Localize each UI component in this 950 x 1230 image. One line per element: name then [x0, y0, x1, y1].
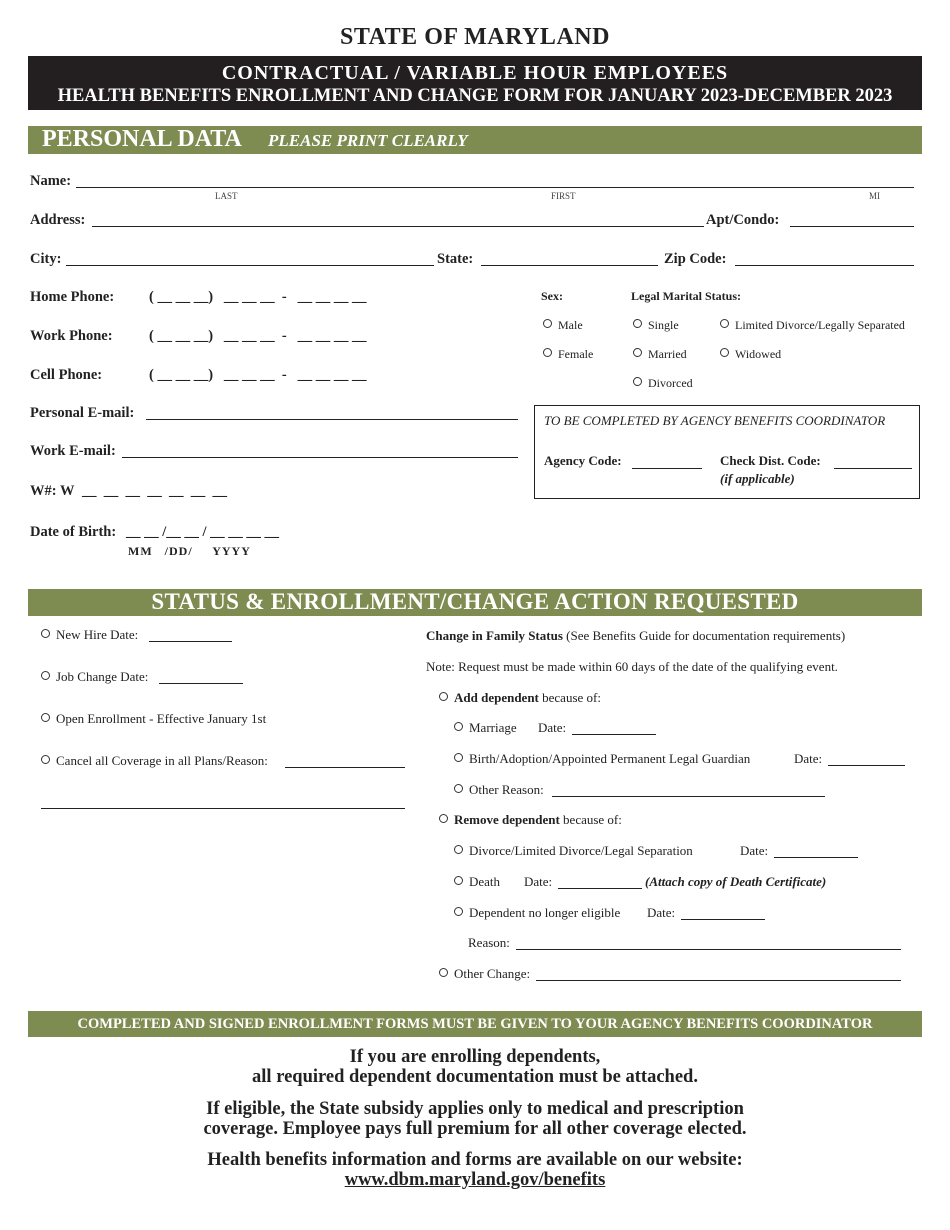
work-phone-field[interactable]: ( __ __ __) __ __ __ - __ __ __ __ — [149, 328, 367, 344]
submission-notice: COMPLETED AND SIGNED ENROLLMENT FORMS MUST BE GIVEN TO YOUR AGENCY BENEFITS COORDINATOR — [28, 1011, 922, 1037]
ineligible-reason-label: Reason: — [468, 935, 510, 950]
death-certificate-note: (Attach copy of Death Certificate) — [645, 874, 827, 889]
radio-icon — [543, 348, 552, 357]
no-longer-eligible-option[interactable]: Dependent no longer eligible — [454, 905, 620, 921]
dependents-notice — [0, 1047, 950, 1087]
sex-option-female[interactable]: Female — [543, 347, 593, 362]
radio-icon — [41, 671, 50, 680]
remove-dependent-option[interactable]: Remove dependent because of: — [439, 812, 622, 828]
coordinator-title: TO BE COMPLETED BY AGENCY BENEFITS COORDINATOR — [544, 413, 886, 428]
death-date-field[interactable] — [558, 888, 642, 889]
zip-field[interactable] — [735, 265, 914, 266]
city-field[interactable] — [66, 265, 434, 266]
job-change-date-field[interactable] — [159, 683, 243, 684]
name-sub-mi: MI — [869, 191, 880, 201]
website-notice-line1: Health benefits information and forms are available on our website: — [207, 1150, 743, 1170]
radio-icon — [454, 876, 463, 885]
work-email-label: Work E-mail: — [30, 443, 116, 459]
eligible-date-field[interactable] — [681, 919, 765, 920]
dob-label: Date of Birth: — [30, 524, 117, 540]
radio-icon — [454, 722, 463, 731]
personal-email-field[interactable] — [146, 419, 518, 420]
w-number-field[interactable]: __ __ __ __ __ __ __ — [82, 483, 227, 499]
job-change-option[interactable]: Job Change Date: — [41, 669, 148, 685]
name-field[interactable] — [76, 187, 914, 188]
personal-data-title: PERSONAL DATA — [42, 126, 242, 152]
birth-adoption-option[interactable]: Birth/Adoption/Appointed Permanent Legal Guardian — [454, 751, 750, 767]
add-dependent-option[interactable]: Add dependent because of: — [439, 690, 601, 706]
state-label: State: — [437, 251, 474, 267]
address-field[interactable] — [92, 226, 704, 227]
form-title-line1: CONTRACTUAL / VARIABLE HOUR EMPLOYEES — [221, 62, 729, 84]
dependents-notice-line1: If you are enrolling dependents, — [349, 1047, 601, 1067]
agency-code-label: Agency Code: — [544, 453, 622, 468]
cancel-reason-field[interactable] — [285, 767, 405, 768]
form-title-line2: HEALTH BENEFITS ENROLLMENT AND CHANGE FORM FOR JANUARY 2023-DECEMBER 2023 — [57, 86, 893, 106]
other-change-option[interactable]: Other Change: — [439, 966, 530, 982]
name-sub-last: LAST — [215, 191, 238, 201]
marital-option-married[interactable]: Married — [633, 347, 687, 362]
name-sub-first: FIRST — [551, 191, 576, 201]
website-notice — [0, 1150, 950, 1190]
dob-field[interactable]: __ __ /__ __ / __ __ __ __ — [126, 524, 280, 540]
marital-label: Legal Marital Status: — [631, 289, 741, 303]
zip-label: Zip Code: — [664, 251, 727, 267]
radio-icon — [439, 814, 448, 823]
marital-option-divorced[interactable]: Divorced — [633, 376, 693, 391]
marriage-date-label: Date: — [538, 720, 567, 735]
birth-adoption-date-field[interactable] — [828, 765, 905, 766]
home-phone-field[interactable]: ( __ __ __) __ __ __ - __ __ __ __ — [149, 289, 367, 305]
work-phone-label: Work Phone: — [30, 328, 113, 344]
radio-icon — [439, 968, 448, 977]
qualifying-event-note: Note: Request must be made within 60 days of the date of the qualifying event. — [426, 659, 838, 674]
address-label: Address: — [30, 212, 86, 228]
status-section-header: STATUS & ENROLLMENT/CHANGE ACTION REQUESTED — [28, 589, 922, 616]
agency-code-field[interactable] — [632, 468, 702, 469]
radio-icon — [543, 319, 552, 328]
check-dist-label: Check Dist. Code: — [720, 453, 821, 468]
radio-icon — [633, 348, 642, 357]
marital-option-widowed[interactable]: Widowed — [720, 347, 781, 362]
ineligible-reason-field[interactable] — [516, 949, 901, 950]
marital-option-single[interactable]: Single — [633, 318, 679, 333]
work-email-field[interactable] — [122, 457, 518, 458]
sex-label: Sex: — [541, 289, 563, 303]
name-label: Name: — [30, 173, 72, 189]
personal-data-header — [28, 126, 922, 154]
radio-icon — [720, 319, 729, 328]
city-label: City: — [30, 251, 62, 267]
dob-format: MM /DD/ YYYY — [128, 544, 251, 558]
cell-phone-label: Cell Phone: — [30, 367, 103, 383]
family-status-heading: Change in Family Status (See Benefits Guide for documentation requirements) — [426, 628, 846, 643]
radio-icon — [439, 692, 448, 701]
radio-icon — [454, 907, 463, 916]
marriage-date-field[interactable] — [572, 734, 656, 735]
death-date-label: Date: — [524, 874, 553, 889]
check-dist-field[interactable] — [834, 468, 912, 469]
subsidy-notice-line2: coverage. Employee pays full premium for all other coverage elected. — [203, 1119, 747, 1139]
divorce-option[interactable]: Divorce/Limited Divorce/Legal Separation — [454, 843, 693, 859]
radio-icon — [720, 348, 729, 357]
subsidy-notice — [0, 1099, 950, 1139]
death-option[interactable]: Death — [454, 874, 500, 890]
sex-option-male[interactable]: Male — [543, 318, 583, 333]
cancel-coverage-option[interactable]: Cancel all Coverage in all Plans/Reason: — [41, 753, 268, 769]
divorce-date-label: Date: — [740, 843, 769, 858]
agency-coordinator-box — [534, 405, 920, 499]
benefits-website-link[interactable]: www.dbm.maryland.gov/benefits — [344, 1170, 606, 1190]
personal-email-label: Personal E-mail: — [30, 405, 135, 421]
radio-icon — [633, 377, 642, 386]
dependents-notice-line2: all required dependent documentation must be attached. — [252, 1067, 698, 1087]
subsidy-notice-line1: If eligible, the State subsidy applies only to medical and prescription — [206, 1099, 744, 1119]
marriage-option[interactable]: Marriage — [454, 720, 517, 736]
form-title-band — [28, 56, 922, 110]
cancel-reason-field-line2[interactable] — [41, 808, 405, 809]
open-enrollment-option[interactable]: Open Enrollment - Effective January 1st — [41, 711, 266, 727]
eligible-date-label: Date: — [647, 905, 676, 920]
if-applicable-note: (if applicable) — [720, 471, 795, 486]
radio-icon — [41, 755, 50, 764]
radio-icon — [454, 753, 463, 762]
add-other-reason-option[interactable]: Other Reason: — [454, 782, 544, 798]
radio-icon — [454, 845, 463, 854]
new-hire-option[interactable]: New Hire Date: — [41, 627, 138, 643]
apt-label: Apt/Condo: — [706, 212, 780, 228]
radio-icon — [633, 319, 642, 328]
personal-data-subtitle: PLEASE PRINT CLEARLY — [268, 131, 468, 150]
birth-adoption-date-label: Date: — [794, 751, 823, 766]
other-change-field[interactable] — [536, 980, 901, 981]
page-title: STATE OF MARYLAND — [340, 24, 610, 50]
radio-icon — [41, 713, 50, 722]
marital-option-limited-divorce[interactable]: Limited Divorce/Legally Separated — [720, 318, 905, 333]
divorce-date-field[interactable] — [774, 857, 858, 858]
radio-icon — [454, 784, 463, 793]
home-phone-label: Home Phone: — [30, 289, 115, 305]
w-number-label: W#: W — [30, 483, 75, 499]
apt-field[interactable] — [790, 226, 914, 227]
new-hire-date-field[interactable] — [149, 641, 232, 642]
radio-icon — [41, 629, 50, 638]
cell-phone-field[interactable]: ( __ __ __) __ __ __ - __ __ __ __ — [149, 367, 367, 383]
state-field[interactable] — [481, 265, 658, 266]
add-other-reason-field[interactable] — [552, 796, 825, 797]
